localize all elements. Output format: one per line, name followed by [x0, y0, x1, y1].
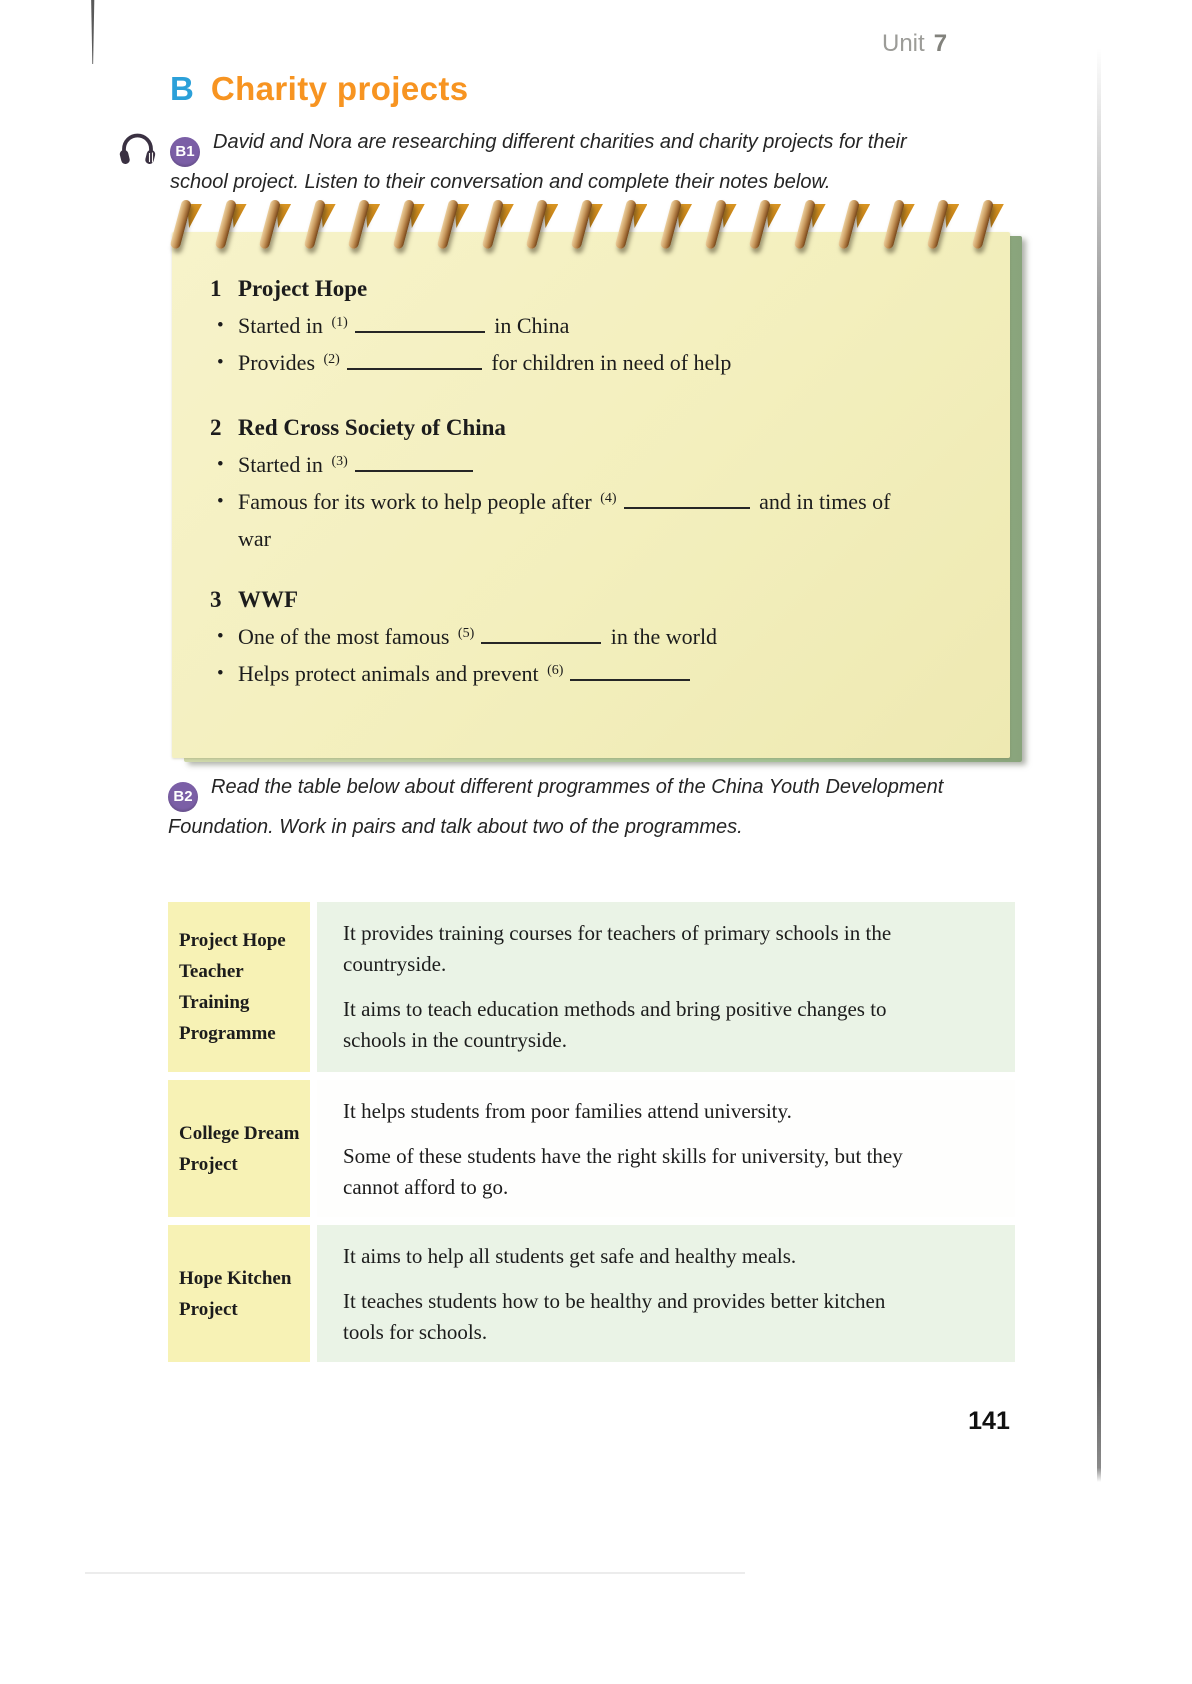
spiral-ring: [935, 196, 961, 252]
table-row: [168, 1225, 1015, 1362]
answer-blank: [570, 675, 690, 681]
note-bullet: • Famous for its work to help people after $^{(4)}$ and in times of war: [210, 485, 952, 555]
answer-blank: [624, 503, 750, 509]
page-edge-line: [1097, 48, 1101, 1482]
programme-description: It provides training courses for teachers of primary schools in the countryside.: [343, 921, 892, 976]
spiral-ring: [846, 196, 872, 252]
exercise-b1-instructions: [170, 127, 952, 197]
note-bullet: • Helps protect animals and prevent $^{(6)}$: [210, 657, 952, 694]
bullet-icon: •: [217, 663, 224, 684]
exercise-b1-instruction-text: David and Nora are researching different charities and charity projects for their school project. Listen to their conversation and complete their notes below.: [170, 131, 907, 193]
notepad: [172, 196, 1022, 762]
spiral-ring: [445, 196, 471, 252]
spiral-ring: [579, 196, 605, 252]
note-bullet: • Started in $^{(1)}$ in China: [210, 309, 952, 346]
spiral-ring: [623, 196, 649, 252]
bullet-icon: •: [217, 491, 224, 512]
unit-number: 7: [933, 30, 948, 57]
note-item: [210, 274, 952, 383]
spiral-ring: [802, 196, 828, 252]
superscript-number: (3): [331, 454, 348, 469]
note-number: 2: [210, 415, 222, 440]
note-bullet: • One of the most famous $^{(5)}$ in the world: [210, 620, 952, 657]
note-title-text: Red Cross Society of China: [238, 415, 506, 440]
section-letter: B: [170, 70, 194, 107]
spiral-ring: [891, 196, 917, 252]
programme-name-cell: Hope Kitchen Project: [168, 1225, 310, 1362]
note-list: [210, 274, 952, 724]
answer-blank: [347, 364, 482, 370]
table-row: [168, 1080, 1015, 1217]
bottom-page-edge: [85, 1572, 745, 1574]
programme-description: It helps students from poor families attend university.: [343, 1099, 792, 1123]
note-number: 1: [210, 276, 222, 301]
note-number: 3: [210, 587, 222, 612]
superscript-number: (6): [547, 663, 564, 678]
bullet-icon: •: [217, 454, 224, 475]
note-title: [210, 585, 952, 615]
spiral-ring: [713, 196, 739, 252]
superscript-number: (4): [600, 491, 617, 506]
unit-tag: [882, 30, 947, 58]
programme-description-cell: [317, 1080, 1015, 1217]
programme-table: [168, 902, 1015, 1370]
programme-description: It aims to help all students get safe and healthy meals.: [343, 1244, 797, 1268]
bullet-icon: •: [217, 626, 224, 647]
spiral-ring: [267, 196, 293, 252]
exercise-b2-instruction-text: Read the table below about different programmes of the China Youth Development Foundation. Work in pairs and talk about two of the programmes.: [168, 776, 944, 838]
note-title-text: Project Hope: [238, 276, 368, 301]
note-bullet: • Started in $^{(3)}$: [210, 448, 952, 485]
exercise-b1-badge: B1: [170, 137, 200, 167]
notepad-paper: [172, 232, 1010, 758]
exercise-b2-badge: B2: [168, 782, 198, 812]
section-heading: [170, 70, 468, 108]
spiral-ring: [312, 196, 338, 252]
spiral-ring: [757, 196, 783, 252]
answer-blank: [481, 638, 601, 644]
spiral-ring: [223, 196, 249, 252]
programme-name-cell: College Dream Project: [168, 1080, 310, 1217]
spiral-ring: [178, 196, 204, 252]
note-bullet: • Provides $^{(2)}$ for children in need of help: [210, 346, 952, 383]
bullet-icon: •: [217, 315, 224, 336]
note-item: [210, 585, 952, 694]
programme-description: It aims to teach education methods and bring positive changes to schools in the countryside.: [343, 997, 887, 1052]
headphones-icon: [118, 129, 158, 172]
answer-blank: [355, 466, 473, 472]
spiral-ring: [668, 196, 694, 252]
page-number: 141: [968, 1407, 1010, 1435]
bullet-icon: •: [217, 352, 224, 373]
answer-blank: [355, 327, 485, 333]
programme-description: Some of these students have the right skills for university, but they cannot afford to go.: [343, 1144, 903, 1199]
exercise-b2: [168, 772, 956, 842]
note-title: [210, 413, 952, 443]
superscript-number: (2): [323, 352, 340, 367]
unit-word: Unit: [882, 30, 925, 57]
spiral-ring: [534, 196, 560, 252]
spiral-ring: [980, 196, 1006, 252]
spiral-ring: [490, 196, 516, 252]
rings-row: [178, 196, 1006, 252]
page-title: Charity projects: [210, 70, 469, 107]
programme-description: It teaches students how to be healthy and provides better kitchen tools for schools.: [343, 1289, 886, 1344]
spiral-ring: [356, 196, 382, 252]
scan-artifact: [88, 0, 97, 64]
note-item: [210, 413, 952, 555]
exercise-b1: [170, 127, 952, 197]
note-title: [210, 274, 952, 304]
note-title-text: WWF: [238, 587, 299, 612]
exercise-b2-instructions: [168, 772, 956, 842]
superscript-number: (5): [457, 626, 475, 641]
superscript-number: (1): [331, 315, 348, 330]
table-row: [168, 902, 1015, 1072]
programme-description-cell: [317, 902, 1015, 1072]
programme-description-cell: [317, 1225, 1015, 1362]
programme-name-cell: Project Hope Teacher Training Programme: [168, 902, 310, 1072]
spiral-ring: [401, 196, 427, 252]
